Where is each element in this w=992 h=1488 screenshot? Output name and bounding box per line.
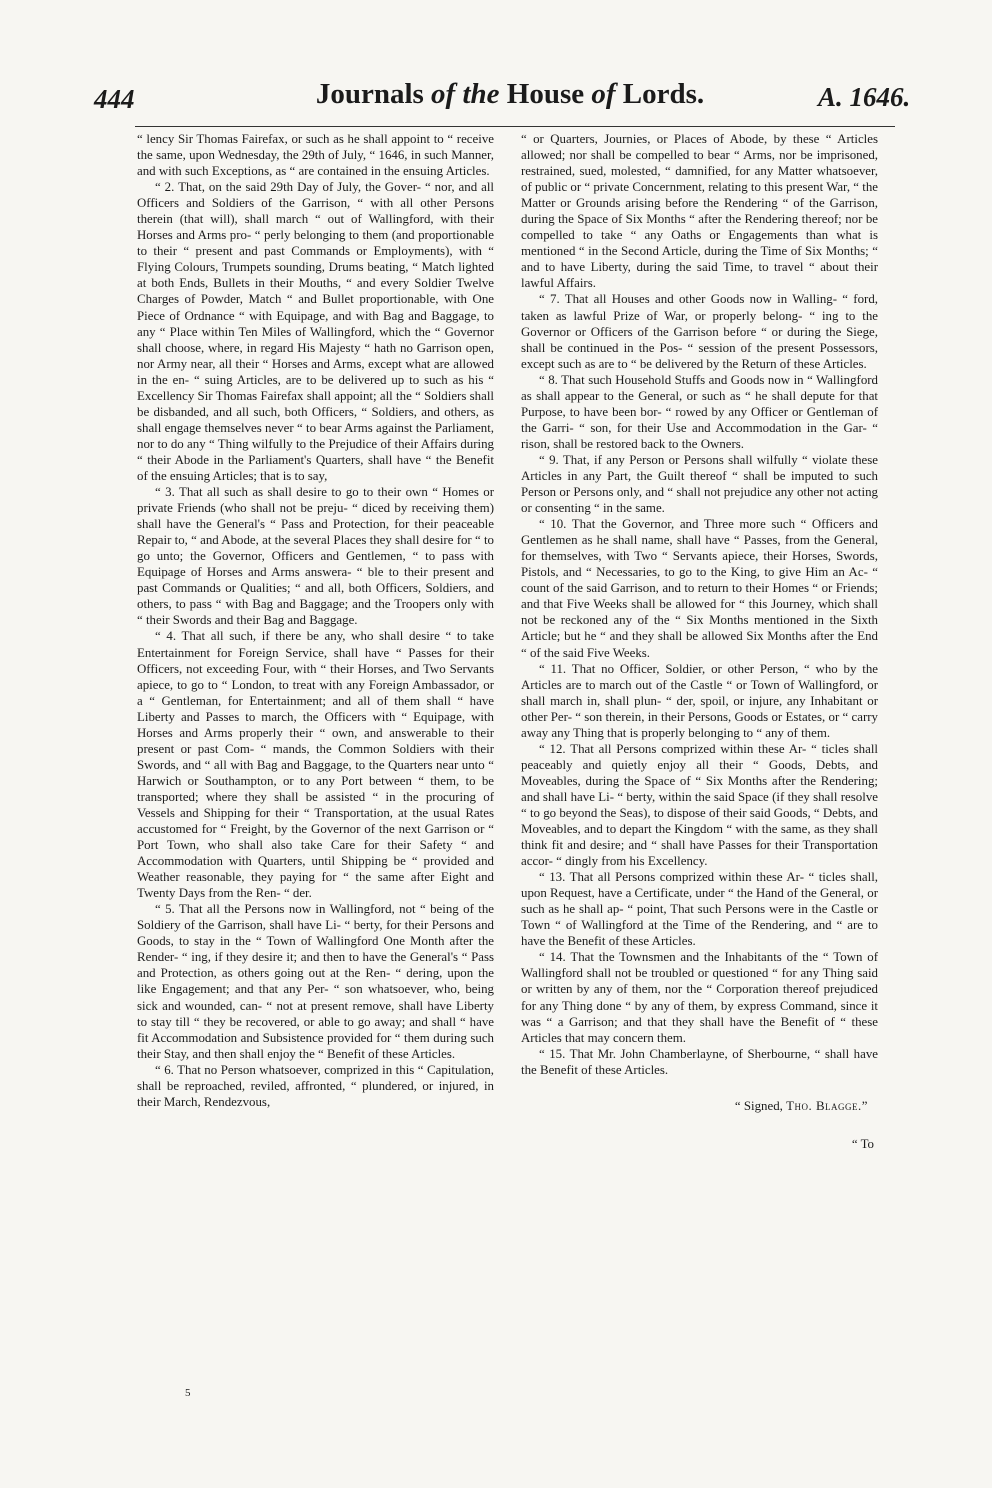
page-year: A. 1646. (818, 82, 911, 112)
article-paragraph: “ lency Sir Thomas Fairefax, or such as he shall appoint to “ receive the same, upon Wednesday, the 29th of July, “ 1646, in such Manner, and with such Exceptions, as “ are contained in the ensuing Articles. (137, 132, 494, 179)
running-title (300, 78, 720, 111)
header-rule (135, 126, 895, 127)
article-paragraph: “ or Quarters, Journies, or Places of Abode, by these “ Articles allowed; nor shall be compelled to bear “ Arms, nor be imprisoned, restrained, sued, molested, “ damnified, for any Matter whatsoever, of public or “ private Concernment, relating to this present War, “ the Matter or Grounds arising before the Rendering “ of the Garrison, during the Space of Six Months “ after the Rendering thereof; nor be compelled to take “ any Oaths or Engagements than what is mentioned “ in the Second Article, during the Time of Six Months; “ and to have Liberty, during the said Time, to travel “ about their lawful Affairs. (521, 132, 878, 291)
article-paragraph: “ 8. That such Household Stuffs and Goods now in “ Wallingford as shall appear to the General, or such as “ he shall depute for that Purpose, to have been bor- “ rowed by any Officer or Gentleman of the Garri- “ son, for their Use and Accommodation in the Gar- “ rison, shall be restored back to the Owners. (521, 372, 878, 451)
title-word: Journals (315, 78, 424, 110)
page-number: 444 (94, 84, 135, 114)
article-paragraph: “ 13. That all Persons comprized within these Ar- “ ticles shall, upon Request, have a Certificate, under “ the Hand of the General, or such as he shall ap- “ point, That such Persons were in the Castle or Town “ of Wallingford at the Time of the Rendering, and “ are to have the Benefit of these Articles. (521, 870, 878, 949)
title-word: of (591, 78, 616, 110)
article-paragraph: “ 15. That Mr. John Chamberlayne, of Sherbourne, “ shall have the Benefit of these Articles. (521, 1046, 878, 1077)
article-paragraph: “ 4. That all such, if there be any, who shall desire “ to take Entertainment for Foreign Service, shall have “ Passes for their Officers, not exceeding Four, with “ their Horses, and Two Servants apiece, to go to “ London, to treat with any Foreign Ambassador, or a “ Gentleman, for Entertainment; and all of them shall “ have Liberty and Passes to march, the Officers with “ Equipage, with Horses and Arms properly their “ own, and answerable to their present or past Com- “ mands, the Common Soldiers with their Swords, and “ all with Bag and Baggage, to the Quarters near unto “ Harwich or Southampton, or to any Port between “ them, to be transported; where they shall be assisted “ in the procuring of Vessels and Shipping for their “ Transportation, at the usual Rates accustomed for “ Freight, by the Governor of the next Garrison or “ Port Town, who shall also take Care for their Safety “ and Accommodation with Quarters, until Shipping be “ provided and Weather reasonable, they paying for “ the same after Eight and Twenty Days from the Ren- “ der. (137, 629, 494, 901)
title-word: of (431, 78, 456, 110)
page-header (0, 78, 992, 122)
signature-mark: 5 (185, 1387, 191, 1399)
article-paragraph: “ 5. That all the Persons now in Wallingford, not “ being of the Soldiery of the Garrison, shall have Li- “ berty, for their Persons and Goods, to stay in the “ Town of Wallingford One Month after the Render- “ ing, if they desire it; and then to have the General's “ Pass and Protection, as others going out at the Ren- “ dering, upon the like Engagement; and that any Per- “ son whatsoever, who, being sick and wounded, can- “ not at present remove, shall have Liberty to stay till “ they be recovered, or able to go away; and shall “ have fit Accommodation and Subsistence provided for “ them during such their Stay, and then shall enjoy the “ Benefit of these Articles. (137, 902, 494, 1061)
signature-label: “ Signed, (734, 1098, 783, 1113)
title-word: House (506, 78, 585, 110)
left-column (137, 131, 494, 1110)
article-paragraph: “ 9. That, if any Person or Persons shall wilfully “ violate these Articles in any Part, the Guilt thereof “ shall be imputed to such Person or Persons only, and “ shall not prejudice any other not acting or consenting “ in the same. (521, 452, 878, 516)
article-paragraph: “ 10. That the Governor, and Three more such “ Officers and Gentlemen as he shall name, shall have “ Passes, from the General, for themselves, with Two “ Servants apiece, their Horses, Swords, Pistols, and “ Necessaries, to go to the King, to give Him an Ac- “ count of the said Garrison, and to return to their Homes “ or Friends; and that Five Weeks shall be allowed for “ this Journey, which shall not be reckoned any of the “ Six Months mentioned in the Sixth Article; but he “ and they shall be allowed Six Months after the End “ of the said Five Weeks. (521, 517, 878, 660)
title-word: Lords. (622, 78, 705, 110)
article-paragraph: “ 7. That all Houses and other Goods now in Walling- “ ford, taken as lawful Prize of War, or properly belong- “ ing to the Governor or Officers of the Garrison before “ or during the Siege, shall be continued in the Pos- “ session of the present Possessors, except such as are to “ be delivered by the Return of these Articles. (521, 292, 878, 371)
title-word: the (462, 78, 500, 110)
article-paragraph: “ 14. That the Townsmen and the Inhabitants of the “ Town of Wallingford shall not be troubled or questioned “ for any Thing said or written by any of them, nor the “ Corporation thereof prejudiced for any Thing done “ by any of them, by express Command, since it was “ a Garrison; and that they shall have the Benefit of “ these Articles that may concern them. (521, 950, 878, 1045)
article-paragraph: “ 3. That all such as shall desire to go to their own “ Homes or private Friends (who shall not be preju- “ diced by receiving them) shall have the General's “ Pass and Protection, for their peaceable Repair to, “ and Abode, at the several Places they shall desire for “ to go unto; the Governor, Officers and Gentlemen, “ to pass with Equipage of Horses and Arms answera- “ ble to their present and past Commands or Qualities; “ and all, both Officers, Soldiers, and others, to pass “ with Bag and Baggage; and the Troopers only with “ their Swords and their Bag and Baggage. (137, 485, 494, 628)
article-paragraph: “ 2. That, on the said 29th Day of July, the Gover- “ nor, and all Officers and Soldiers of the Garrison, “ with all other Persons therein (that will), shall march “ out of Wallingford, with their Horses and Arms pro- “ perly belonging to them (and proportionable to their “ present and past Commands or Employments), with “ Flying Colours, Trumpets sounding, Drums beating, “ Match lighted at both Ends, Bullets in their Mouths, “ and every Soldier Twelve Charges of Powder, Match “ and Bullet proportionable, with One Piece of Ordnance “ with Equipage, and with Bag and Baggage, to any “ Place within Ten Miles of Wallingford, which the “ Governor shall choose, where, in regard His Majesty “ hath no Garrison open, nor Army near, all their “ Horses and Arms, except what are allowed in the en- “ suing Articles, are to be delivered up to such as his “ Excellency Sir Thomas Fairefax shall appoint; all the “ Soldiers shall be disbanded, and all such, both Officers, “ Soldiers, and others, as shall engage themselves never “ to bear Arms against the Parliament, nor to do any “ Thing wilfully to the Prejudice of their Affairs during “ their Abode in the Parliament's Quarters, shall have “ the Benefit of the ensuing Articles; that is to say, (137, 180, 494, 483)
signature-line (521, 1098, 878, 1114)
article-paragraph: “ 6. That no Person whatsoever, comprized in this “ Capitulation, shall be reproached, reviled, affronted, “ plundered, or injured, in their March, Rendezvous, (137, 1062, 494, 1109)
signatory-name: Tho. Blagge.” (786, 1098, 868, 1113)
catchword: “ To (851, 1136, 874, 1151)
article-paragraph: “ 12. That all Persons comprized within these Ar- “ ticles shall peaceably and quietly enjoy all their “ Goods, Debts, and Moveables, during the Space of “ Six Months after the Rendering; and shall have Li- “ berty, within the said Space (if they shall resolve “ to go beyond the Seas), to dispose of their said Goods, “ Debts, and Moveables, and to depart the Kingdom “ with the same, as they shall think fit and desire; and “ shall have Passes for their Transportation accor- “ dingly from his Excellency. (521, 741, 878, 869)
article-paragraph: “ 11. That no Officer, Soldier, or other Person, “ who by the Articles are to march out of the Castle “ or Town of Wallingford, or shall march in, shall plun- “ der, spoil, or injure, any Inhabitant or other Per- “ son therein, in their Persons, Goods or Estates, or “ carry away any Thing that is properly belonging to “ any of them. (521, 661, 878, 740)
right-column (521, 131, 878, 1152)
